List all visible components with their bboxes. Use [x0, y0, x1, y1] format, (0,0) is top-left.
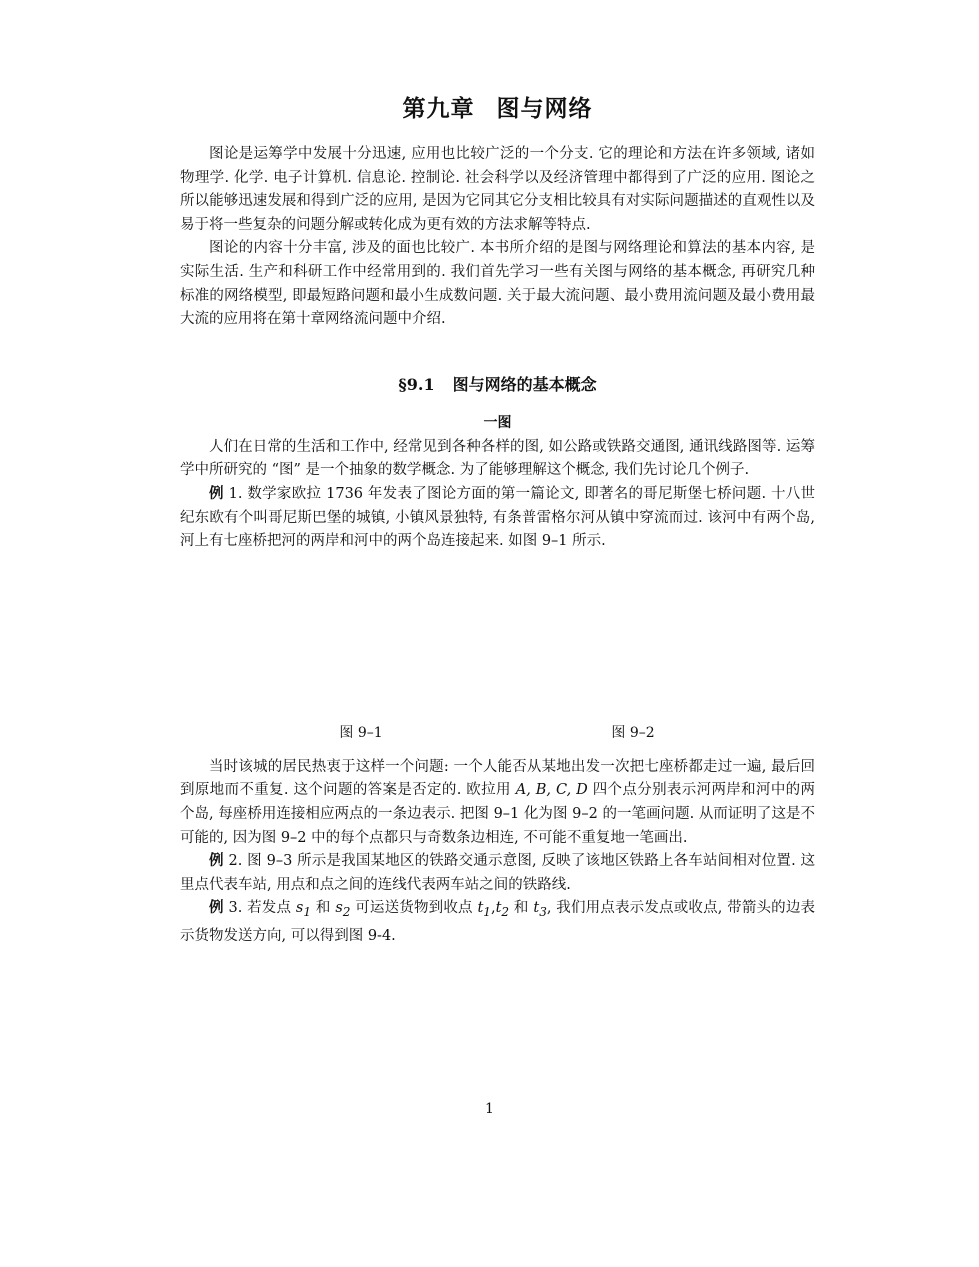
example-1-text: 1. 数学家欧拉 1736 年发表了图论方面的第一篇论文, 即著名的哥尼斯堡七桥问题. 十八世纪东欧有个叫哥尼斯巴堡的城镇, 小镇风景独特, 有条普雷格尔河从镇中穿流而过. 该河中有两个岛, 河上有七座桥把河的两岸和河中的两个岛连接起来. 如图 9–1 所示. — [180, 485, 816, 550]
example-3-text-a: 3. 若发点 — [223, 900, 296, 917]
subsection-title: 一图 — [483, 414, 512, 431]
figure-area — [180, 554, 815, 742]
figure-9-2-caption: 图 9–2 — [611, 724, 655, 741]
example-2 — [180, 850, 815, 897]
example-3-text-b: 和 — [311, 900, 336, 917]
chapter-label: 第九章 — [402, 96, 475, 122]
section-number: §9.1 — [398, 374, 435, 394]
example-3-text-d: 和 — [509, 900, 534, 917]
example-3-comma: , — [490, 900, 496, 917]
s1-math: $s_1$ — [295, 900, 312, 920]
s2-math: $s_2$ — [335, 900, 351, 920]
section-title — [180, 372, 815, 398]
body-paragraph-euler — [180, 756, 815, 850]
t3-math: $t_3$ — [533, 900, 547, 920]
body-paragraph-graphs: 人们在日常的生活和工作中, 经常见到各种各样的图, 如公路或铁路交通图, 通讯线路图等. 运筹学中所研究的 “图” 是一个抽象的数学概念. 为了能够理解这个概念, 我们先讨论几个例子. — [180, 438, 815, 479]
page-content — [180, 90, 815, 948]
example-1 — [180, 483, 815, 554]
example-2-text: 2. 图 9–3 所示是我国某地区的铁路交通示意图, 反映了该地区铁路上各车站间相对位置. 这里点代表车站, 用点和点之间的连线代表两车站之间的铁路线. — [180, 853, 816, 893]
example-1-label: 例 — [209, 485, 224, 502]
chapter-title — [180, 90, 815, 123]
example-3-text-c: 可运送货物到收点 — [350, 900, 478, 917]
intro-paragraph-1: 图论是运筹学中发展十分迅速, 应用也比较广泛的一个分支. 它的理论和方法在许多领域, 诸如物理学. 化学. 电子计算机. 信息论. 控制论. 社会科学以及经济管理中都得到了广泛的应用. 图论之所以能够迅速发展和得到广泛的应用, 是因为它同其它分支相比较具有对实际问题描述的直观性以及易于将一些复杂的问题分解或转化成为更有效的方法求解等特点. — [180, 146, 815, 233]
example-3-text-e: , 我们用点表示发点或收点, 带箭头的边表示货物发送方向, 可以得到图 9-4. — [180, 900, 816, 944]
euler-text-a: 当时该城的居民热衷于这样一个问题: 一个人能否从某地出发一次把七座桥都走过一遍, 最后回到原地而不重复. 这个问题的答案是否定的. 欧拉用 — [180, 758, 815, 799]
figure-9-1-caption: 图 9–1 — [339, 724, 383, 741]
page-number: 1 — [485, 1101, 494, 1117]
example-3 — [180, 897, 815, 948]
section-name: 图与网络的基本概念 — [452, 374, 597, 394]
intro-paragraph-2: 图论的内容十分丰富, 涉及的面也比较广. 本书所介绍的是图与网络理论和算法的基本内容, 是实际生活. 生产和科研工作中经常用到的. 我们首先学习一些有关图与网络的基本概念, 再研究几种标准的网络模型, 即最短路问题和最小生成数问题. 关于最大流问题、最小费用流问题及最小费用最大流的应用将在第十章网络流问题中介绍. — [180, 240, 815, 328]
euler-points-math: A, B, C, D — [515, 782, 588, 799]
example-2-label: 例 — [209, 853, 224, 870]
t2-math: $t_2$ — [495, 900, 510, 920]
chapter-name: 图与网络 — [496, 96, 593, 122]
euler-text-b: 四个点分别表示河两岸和河中的两个岛, 每座桥用连接相应两点的一条边表示. 把图 9–1 化为图 9–2 的一笔画问题. 从而证明了这是不可能的, 因为图 9–2 中的每个点都只与奇数条边相连, 不可能不重复地一笔画出. — [180, 782, 815, 846]
example-3-label: 例 — [209, 900, 224, 917]
t1-math: $t_1$ — [477, 900, 491, 920]
